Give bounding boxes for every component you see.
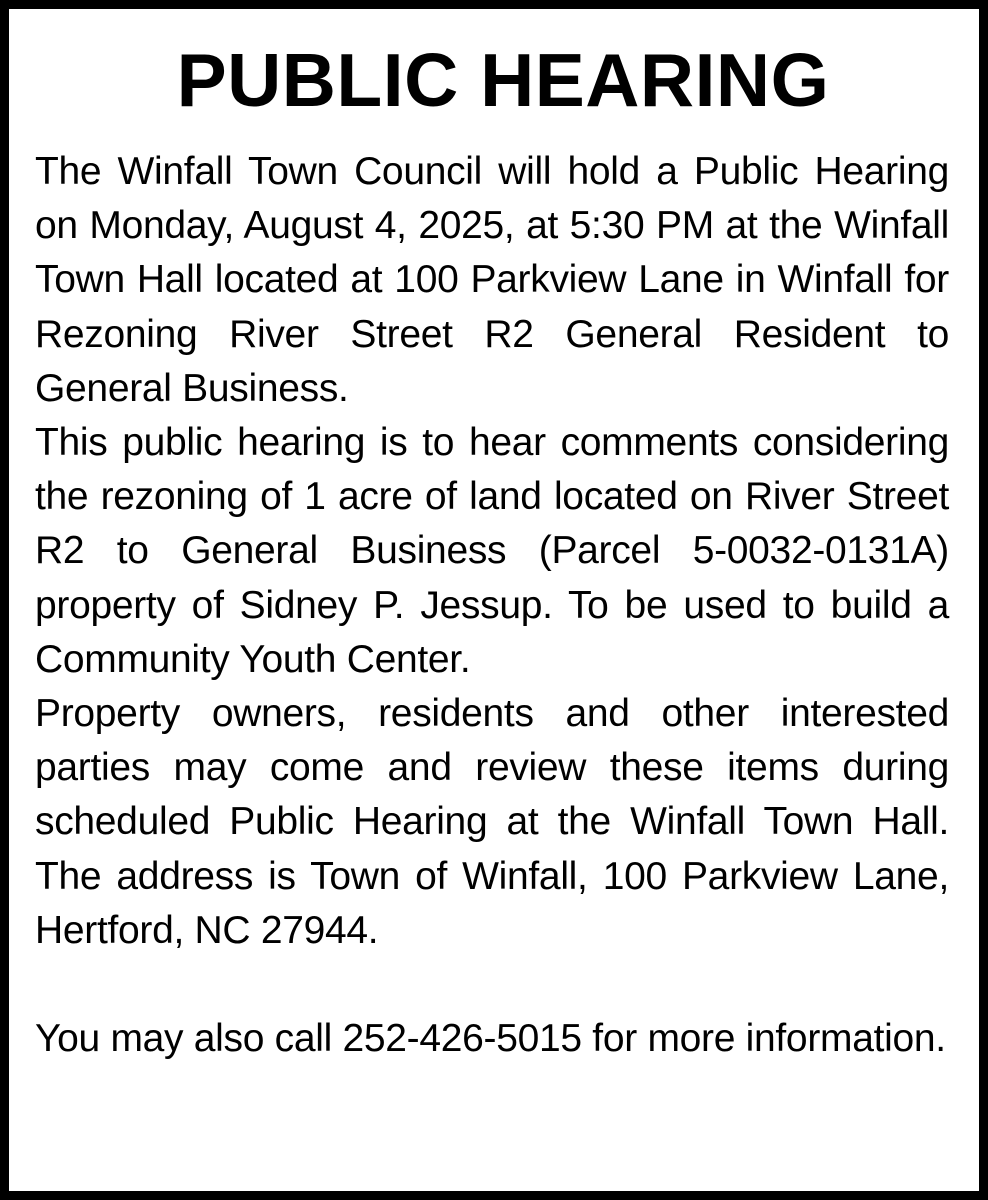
review-invitation-paragraph: Property owners, residents and other interested parties may come and review these items during scheduled Public Hearing at the Winfall Town Hall. The address is Town of Winfall, 100 Parkview Lane, Hertford, NC 27944. xyxy=(35,692,949,952)
hearing-announcement-paragraph: The Winfall Town Council will hold a Public Hearing on Monday, August 4, 2025, at 5:30 PM at the Winfall Town Hall located at 100 Parkview Lane in Winfall for Rezoning River Street R2 General Resident to General Business. xyxy=(35,150,949,410)
contact-phone-paragraph: You may also call 252-426-5015 for more information. xyxy=(35,1017,946,1061)
hearing-purpose-paragraph: This public hearing is to hear comments considering the rezoning of 1 acre of land located on River Street R2 to General Business (Parcel 5-0032-0131A) property of Sidney P. Jessup. To be used to build a Community Youth Center. xyxy=(35,421,949,681)
notice-title: PUBLIC HEARING xyxy=(176,38,830,122)
notice-body xyxy=(35,145,949,1066)
